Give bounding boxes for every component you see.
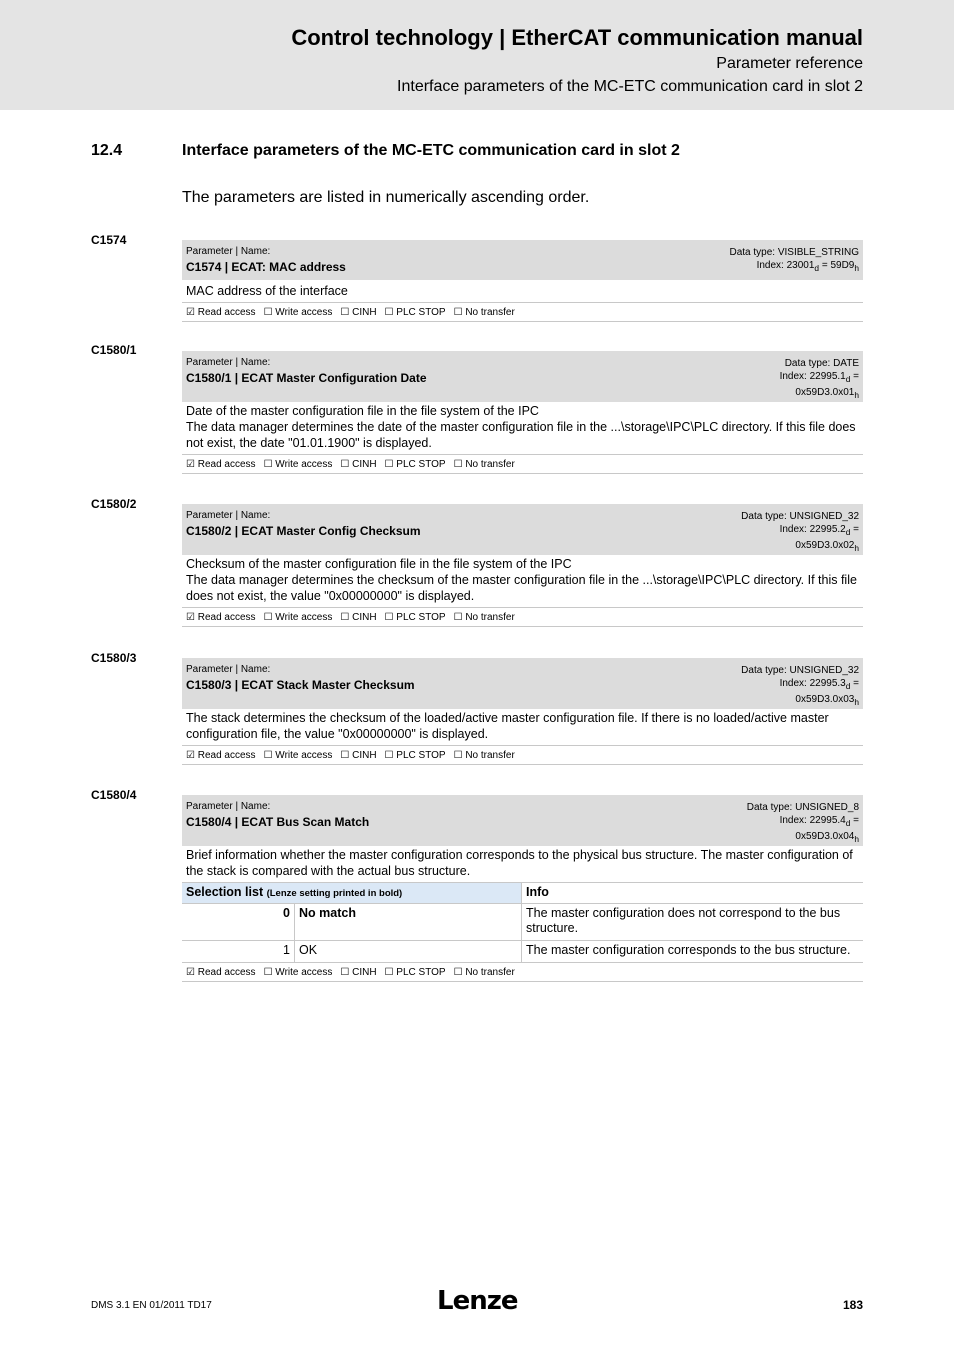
param-code: C1580/3	[91, 651, 137, 665]
page-number: 183	[842, 1298, 863, 1312]
index-hex: $0x59D3.0x02_h$	[795, 540, 859, 553]
param-type-index	[741, 664, 859, 709]
param-label: Parameter | Name:	[186, 246, 271, 257]
data-type: Data type: UNSIGNED_32	[741, 511, 859, 522]
param-header	[182, 240, 863, 280]
param-name: C1580/2 | ECAT Master Config Checksum	[186, 524, 421, 538]
param-block-c1580-1	[182, 351, 863, 474]
section-title: Interface parameters of the MC-ETC communication card in slot 2	[182, 142, 680, 159]
param-code: C1580/1	[91, 343, 137, 357]
data-type: Data type: VISIBLE_STRING	[729, 247, 859, 258]
param-header	[182, 658, 863, 709]
data-type: Data type: UNSIGNED_32	[741, 665, 859, 676]
page-header	[0, 0, 954, 110]
access-row: ☑ Read access ☐ Write access ☐ CINH ☐ PLC STOP ☐ No transfer	[182, 746, 863, 765]
access-row: ☑ Read access ☐ Write access ☐ CINH ☐ PLC STOP ☐ No transfer	[182, 608, 863, 627]
param-block-c1580-4	[182, 795, 863, 982]
param-name: C1580/3 | ECAT Stack Master Checksum	[186, 678, 415, 692]
index: Index: $23001_d = 59D9_h$	[756, 260, 859, 273]
section-number: 12.4	[91, 142, 123, 159]
param-type-index	[741, 510, 859, 555]
param-header	[182, 504, 863, 555]
index-hex: $0x59D3.0x03_h$	[795, 694, 859, 707]
data-type: Data type: UNSIGNED_8	[746, 802, 859, 813]
param-code: C1580/4	[91, 788, 137, 802]
selection-table	[182, 883, 863, 963]
param-name: C1580/4 | ECAT Bus Scan Match	[186, 815, 370, 829]
table-row: 0 No match The master configuration does not correspond to the bus structure.	[182, 904, 863, 941]
footer-doc-id: DMS 3.1 EN 01/2011 TD17	[91, 1300, 212, 1311]
index: Index: $22995.4_d$ =	[779, 815, 859, 828]
manual-title: Control technology | EtherCAT communication manual	[291, 25, 863, 50]
param-block-c1580-2	[182, 504, 863, 627]
param-description: Brief information whether the master configuration corresponds to the physical bus structure. The master configuration of the stack is compared with the actual bus structure.	[182, 846, 863, 883]
index-hex: $0x59D3.0x01_h$	[795, 387, 859, 400]
param-code: C1580/2	[91, 497, 137, 511]
index: Index: $22995.3_d$ =	[779, 678, 859, 691]
access-row: ☑ Read access ☐ Write access ☐ CINH ☐ PLC STOP ☐ No transfer	[182, 455, 863, 474]
param-type-index	[747, 801, 859, 846]
param-label: Parameter | Name:	[186, 357, 271, 368]
index: Index: $22995.1_d$ =	[779, 371, 859, 384]
param-label: Parameter | Name:	[186, 510, 271, 521]
param-header	[182, 351, 863, 402]
lenze-logo: Lenze	[437, 1286, 518, 1316]
data-type: Data type: DATE	[784, 358, 859, 369]
access-row: ☑ Read access ☐ Write access ☐ CINH ☐ PLC STOP ☐ No transfer	[182, 963, 863, 982]
info-header: Info	[522, 883, 864, 904]
section-header-title: Interface parameters of the MC-ETC communication card in slot 2	[397, 78, 863, 95]
param-block-c1574	[182, 240, 863, 322]
param-type-index	[730, 246, 860, 275]
access-row: ☑ Read access ☐ Write access ☐ CINH ☐ PLC STOP ☐ No transfer	[182, 303, 863, 322]
param-label: Parameter | Name:	[186, 664, 271, 675]
param-name: C1574 | ECAT: MAC address	[186, 260, 346, 274]
param-description: MAC address of the interface	[182, 280, 863, 303]
chapter-title: Parameter reference	[716, 55, 863, 72]
selection-header: Selection list (Lenze setting printed in bold)	[182, 883, 522, 904]
index-hex: $0x59D3.0x04_h$	[795, 831, 859, 844]
param-label: Parameter | Name:	[186, 801, 271, 812]
param-block-c1580-3	[182, 658, 863, 765]
table-row: 1 OK The master configuration corresponds to the bus structure.	[182, 941, 863, 963]
param-name: C1580/1 | ECAT Master Configuration Date	[186, 371, 427, 385]
index: Index: $22995.2_d$ =	[779, 524, 859, 537]
param-header	[182, 795, 863, 846]
param-description: The stack determines the checksum of the loaded/active master configuration file. If there is no loaded/active master configuration file, the value "0x00000000" is displayed.	[182, 709, 863, 746]
param-description: Checksum of the master configuration file in the file system of the IPC The data manager determines the checksum of the master configuration file in the ...\storage\IPC\PLC directory. If this file does not exist, the value "0x00000000" is displayed.	[182, 555, 863, 608]
param-type-index	[780, 357, 859, 402]
param-description: Date of the master configuration file in the file system of the IPC The data manager determines the date of the master configuration file in the ...\storage\IPC\PLC directory. If this file does not exist, the date "01.01.1900" is displayed.	[182, 402, 863, 455]
intro-text: The parameters are listed in numerically ascending order.	[182, 189, 590, 206]
param-code: C1574	[91, 233, 127, 247]
